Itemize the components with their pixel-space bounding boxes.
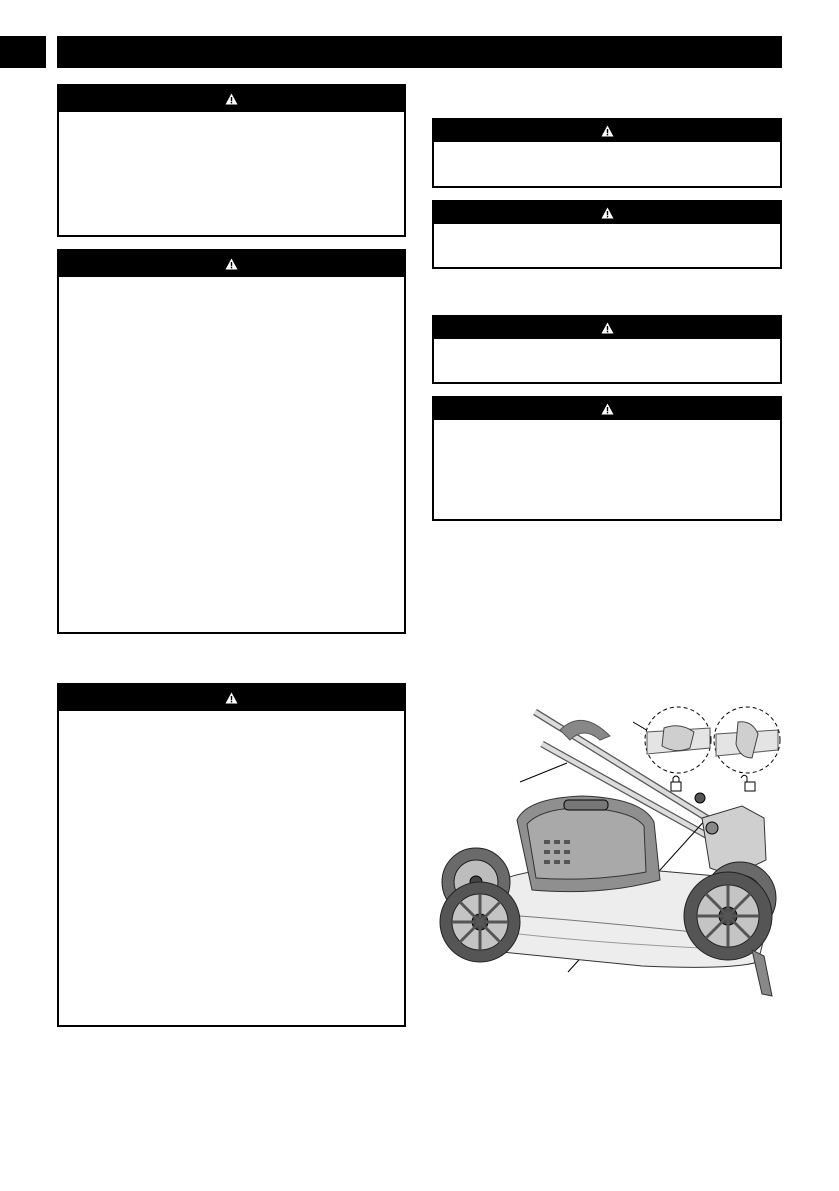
warning-header [434, 202, 780, 224]
lock-closed-icon [671, 776, 681, 791]
warning-triangle-icon [601, 207, 614, 219]
warning-triangle-icon [225, 692, 238, 704]
warning-triangle-icon [601, 322, 614, 334]
front-right-wheel [684, 872, 772, 960]
warning-box [432, 315, 782, 384]
warning-triangle-icon [225, 93, 238, 105]
front-left-wheel [440, 882, 520, 962]
warning-box [57, 249, 406, 634]
language-tab [0, 36, 46, 68]
warning-header [59, 86, 404, 112]
warning-box [57, 683, 406, 1027]
warning-header [434, 317, 780, 339]
grass-deflector [752, 950, 772, 996]
warning-triangle-icon [601, 403, 614, 415]
warning-box [57, 84, 406, 237]
warning-box [432, 396, 782, 521]
section-title-bar [57, 36, 782, 68]
detail-circle-locked [645, 707, 711, 773]
warning-header [59, 685, 404, 711]
lawn-mower-figure [432, 700, 782, 1000]
warning-triangle-icon [601, 125, 614, 137]
warning-triangle-icon [225, 258, 238, 270]
warning-box [432, 200, 782, 269]
warning-header [434, 120, 780, 142]
motor-housing [517, 796, 660, 892]
warning-box [432, 118, 782, 188]
lock-open-icon [741, 775, 755, 791]
detail-circle-unlocked [714, 707, 780, 773]
fold-arrow-icon [560, 720, 610, 740]
warning-header [59, 251, 404, 277]
leader-line [520, 763, 567, 782]
warning-header [434, 398, 780, 420]
